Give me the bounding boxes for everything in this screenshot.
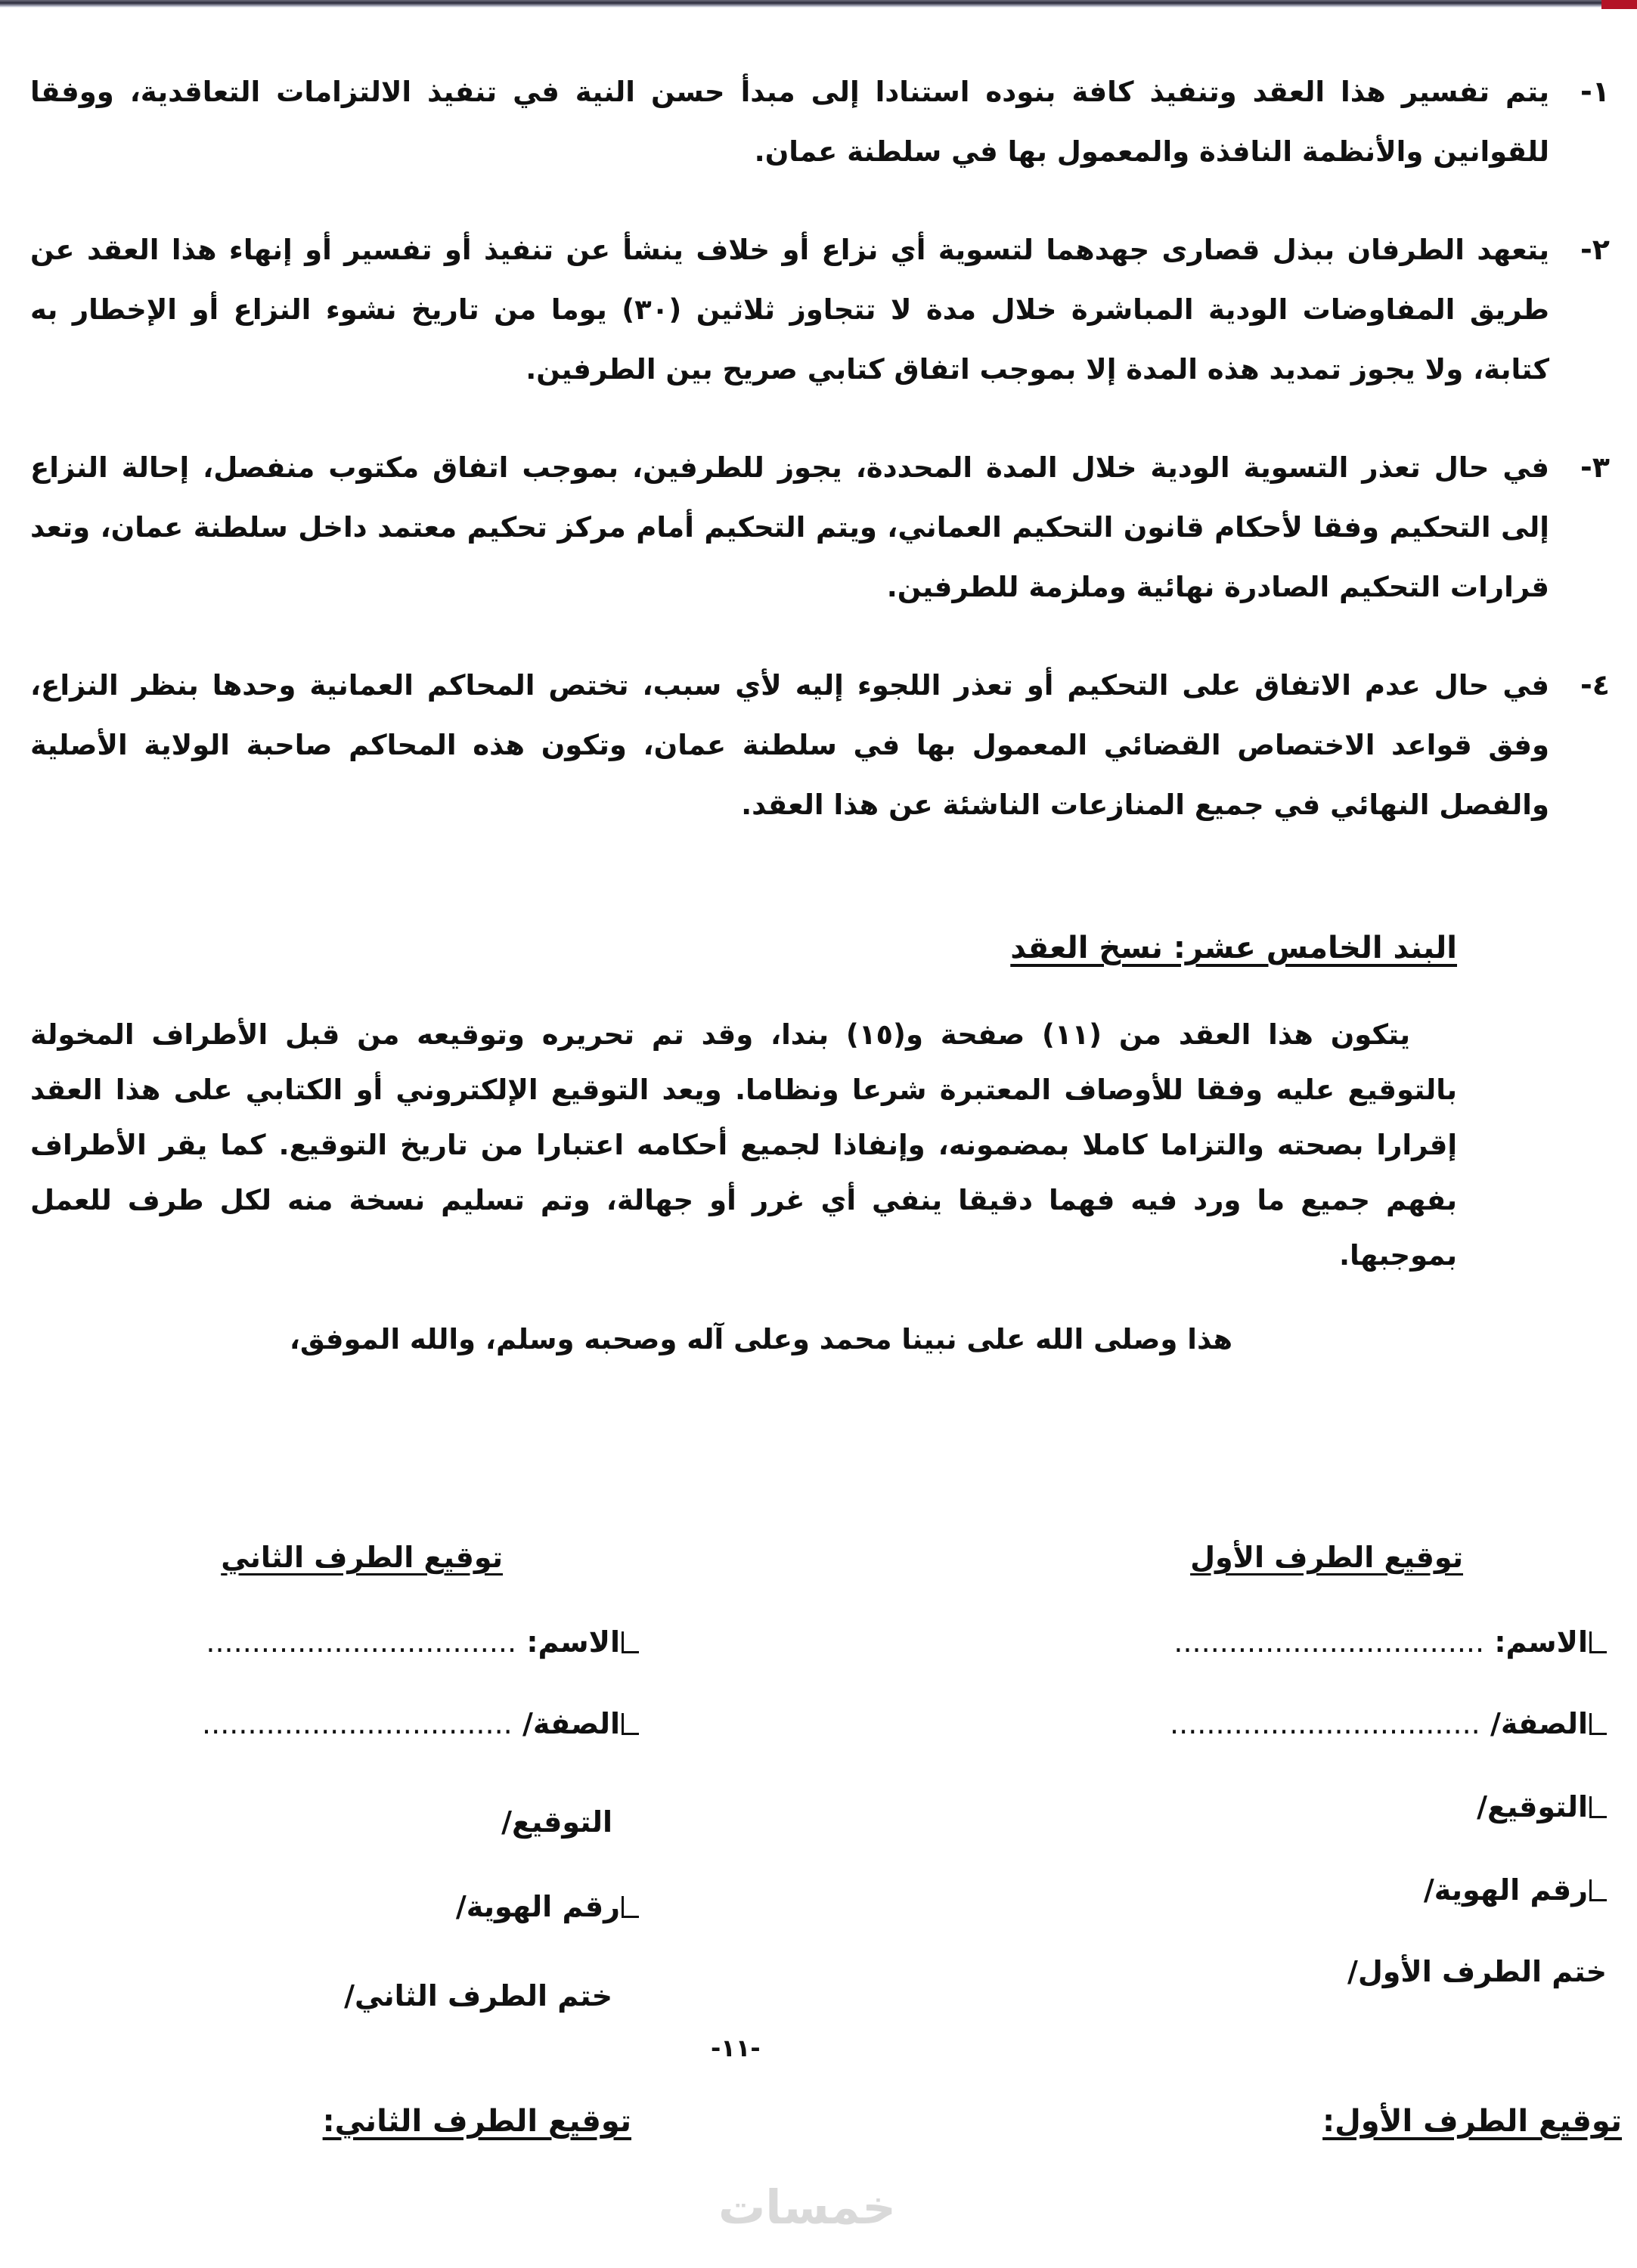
checkbox-icon (1589, 1713, 1607, 1735)
clause-item (30, 655, 1610, 835)
checkbox-icon (1589, 1631, 1607, 1653)
clause-number: ٣- (1580, 451, 1610, 484)
top-border-line (0, 0, 1637, 8)
clause-number: ٢- (1580, 233, 1610, 266)
second-party-title-label: الصفة/ (522, 1707, 620, 1740)
second-party-name-dots: .................................. (206, 1625, 517, 1659)
checkbox-icon (1589, 1879, 1607, 1901)
second-party-signature-label: التوقيع/ (501, 1805, 612, 1839)
second-party-id-field (456, 1884, 639, 1929)
section-title: البند الخامس عشر: نسخ العقد (1010, 931, 1457, 965)
page-number: -١١- (711, 2034, 761, 2062)
second-party-name-label: الاسم: (526, 1625, 620, 1659)
bottom-second-party-signature: توقيع الطرف الثاني: (322, 2104, 631, 2139)
closing-line: هذا وصلى الله على نبينا محمد وعلى آله وصحبه وسلم، والله الموفق، (289, 1323, 1232, 1356)
clause-number: ١- (1580, 75, 1610, 108)
second-party-name-field (206, 1619, 639, 1665)
clause-text: في حال تعذر التسوية الودية خلال المدة المحددة، يجوز للطرفين، بموجب اتفاق مكتوب منفصل، إحالة النزاع إلى التحكيم وفقا لأحكام قانون التحكيم العماني، ويتم التحكيم أمام مركز تحكيم معتمد داخل سلطنة عمان، وتعد قرارات التحكيم الصادرة نهائية وملزمة للطرفين. (30, 451, 1549, 603)
checkbox-icon (1589, 1796, 1607, 1818)
checkbox-icon (622, 1631, 639, 1653)
first-party-stamp-label: ختم الطرف الأول/ (1347, 1955, 1607, 1988)
bottom-first-party-signature: توقيع الطرف الأول: (1322, 2104, 1622, 2139)
first-party-name-label: الاسم: (1494, 1625, 1588, 1659)
second-party-id-label: رقم الهوية/ (455, 1890, 620, 1923)
second-party-title-dots: .................................. (202, 1707, 513, 1740)
clause-item (30, 438, 1610, 617)
checkbox-icon (622, 1896, 639, 1918)
first-party-name-dots: .................................. (1173, 1625, 1485, 1659)
top-accent-mark (1601, 0, 1637, 9)
section-paragraph: يتكون هذا العقد من (١١) صفحة و(١٥) بندا، وقد تم تحريره وتوقيعه من قبل الأطراف المخولة بالتوقيع عليه وفقا للأوصاف المعتبرة شرعا ونظاما. ويعد التوقيع الإلكتروني أو الكتابي على هذا العقد إقرارا بصحته والتزاما كاملا بمضمونه، وإنفاذا لجميع أحكامه اعتبارا من تاريخ التوقيع. كما يقر الأطراف بفهم جميع ما ورد فيه فهما دقيقا ينفي أي غرر أو جهالة، وتم تسليم نسخة منه لكل طرف للعمل بموجبها. (30, 1018, 1457, 1272)
clauses-list (30, 62, 1610, 873)
first-party-title-label: الصفة/ (1490, 1707, 1588, 1740)
second-party-stamp-label: ختم الطرف الثاني/ (344, 1979, 612, 2012)
watermark-logo: خمسات (718, 2180, 896, 2235)
first-party-stamp-field (1347, 1949, 1607, 1994)
first-party-title-dots: .................................. (1170, 1707, 1480, 1740)
second-party-stamp-field (344, 1973, 612, 2019)
clause-item (30, 62, 1610, 181)
first-party-title-field (1170, 1701, 1607, 1746)
checkbox-icon (622, 1713, 639, 1735)
second-party-signature-field (501, 1799, 612, 1845)
first-party-id-label: رقم الهوية/ (1423, 1873, 1588, 1907)
clause-number: ٤- (1580, 668, 1610, 702)
clause-text: يتعهد الطرفان ببذل قصارى جهدهما لتسوية أي نزاع أو خلاف ينشأ عن تنفيذ أو تفسير أو إنهاء هذا العقد عن طريق المفاوضات الودية المباشرة خلال مدة لا تتجاوز ثلاثين (٣٠) يوما من تاريخ نشوء النزاع أو الإخطار به كتابة، ولا يجوز تمديد هذه المدة إلا بموجب اتفاق كتابي صريح بين الطرفين. (30, 234, 1549, 386)
first-party-name-field (1173, 1619, 1607, 1665)
second-party-title-field (202, 1701, 639, 1746)
clause-text: يتم تفسير هذا العقد وتنفيذ كافة بنوده استنادا إلى مبدأ حسن النية في تنفيذ الالتزامات التعاقدية، ووفقا للقوانين والأنظمة النافذة والمعمول بها في سلطنة عمان. (30, 76, 1549, 168)
clause-text: في حال عدم الاتفاق على التحكيم أو تعذر اللجوء إليه لأي سبب، تختص المحاكم العمانية وحدها بنظر النزاع، وفق قواعد الاختصاص القضائي المعمول بها في سلطنة عمان، وتكون هذه المحاكم صاحبة الولاية الأصلية والفصل النهائي في جميع المنازعات الناشئة عن هذا العقد. (30, 669, 1549, 821)
first-party-signature-field (1477, 1784, 1607, 1830)
first-party-id-field (1424, 1867, 1607, 1913)
first-party-heading: توقيع الطرف الأول (1190, 1541, 1463, 1574)
first-party-signature-label: التوقيع/ (1477, 1790, 1588, 1823)
second-party-heading: توقيع الطرف الثاني (221, 1541, 503, 1574)
clause-item (30, 220, 1610, 399)
